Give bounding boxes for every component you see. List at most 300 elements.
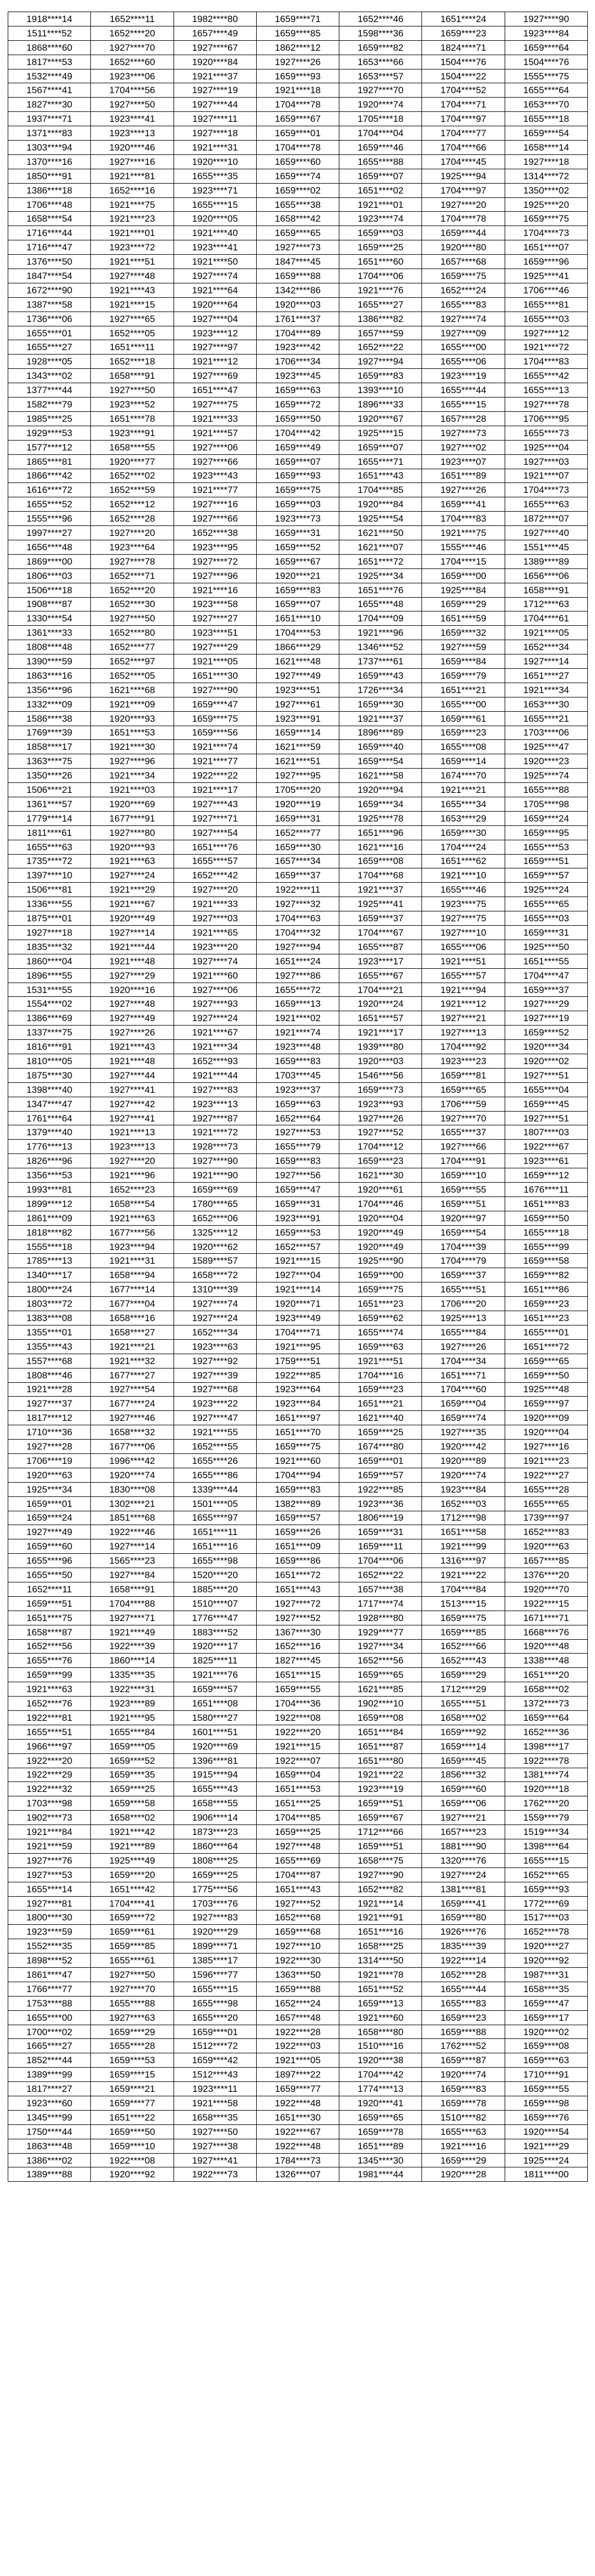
table-cell: 1658****75 (339, 1853, 422, 1867)
table-row (8, 568, 588, 583)
table-cell: 1659****08 (339, 854, 422, 868)
table-cell: 1927****54 (174, 825, 256, 840)
table-cell: 1918****14 (8, 12, 91, 26)
table-cell: 1737****61 (339, 654, 422, 669)
table-cell: 1704****36 (256, 1697, 339, 1711)
table-row (8, 2139, 588, 2153)
table-cell: 1658****87 (8, 1625, 91, 1639)
table-row (8, 1825, 588, 1839)
table-cell: 1925****84 (422, 583, 505, 597)
table-cell: 1927****53 (8, 1867, 91, 1882)
table-cell: 1506****18 (8, 583, 91, 597)
table-cell: 1920****71 (256, 1297, 339, 1311)
table-cell: 1356****96 (8, 683, 91, 697)
table-cell: 1586****38 (8, 711, 91, 726)
table-row (8, 1482, 588, 1496)
table-cell: 1921****05 (174, 654, 256, 669)
table-cell: 1921****28 (8, 1382, 91, 1397)
table-cell: 1655****73 (505, 426, 587, 440)
table-cell: 1920****49 (339, 1225, 422, 1239)
table-cell: 1659****31 (505, 926, 587, 940)
table-cell: 1927****26 (422, 483, 505, 497)
table-cell: 1677****06 (91, 1440, 174, 1454)
table-cell: 1658****02 (91, 1811, 174, 1825)
table-cell: 1927****72 (174, 554, 256, 568)
table-cell: 1703****98 (8, 1796, 91, 1811)
table-cell: 1898****52 (8, 1954, 91, 1968)
table-cell: 1920****69 (91, 797, 174, 811)
table-cell: 1925****41 (505, 269, 587, 283)
table-cell: 1677****04 (91, 1297, 174, 1311)
table-cell: 1659****41 (422, 1896, 505, 1910)
table-cell: 1659****50 (256, 411, 339, 426)
table-cell: 1921****02 (256, 1011, 339, 1026)
table-cell: 1657****34 (256, 854, 339, 868)
table-cell: 1712****98 (422, 1511, 505, 1525)
table-row (8, 1625, 588, 1639)
table-cell: 1652****11 (8, 1582, 91, 1596)
table-cell: 1704****61 (505, 611, 587, 626)
table-cell: 1659****71 (256, 12, 339, 26)
table-cell: 1658****91 (91, 369, 174, 383)
table-cell: 1925****24 (505, 883, 587, 897)
table-cell: 1704****09 (339, 611, 422, 626)
table-cell: 1655****03 (505, 911, 587, 926)
table-cell: 1923****72 (91, 240, 174, 255)
table-cell: 1668****76 (505, 1625, 587, 1639)
table-cell: 1927****38 (174, 2139, 256, 2153)
table-row (8, 1011, 588, 1026)
table-cell: 1921****12 (174, 355, 256, 369)
table-cell: 1920****38 (339, 2053, 422, 2068)
table-cell: 1659****57 (505, 868, 587, 883)
table-cell: 1659****53 (91, 2053, 174, 2068)
table-cell: 1923****64 (256, 1382, 339, 1397)
table-cell: 1363****75 (8, 754, 91, 769)
table-cell: 1621****58 (339, 769, 422, 783)
table-cell: 1906****14 (174, 1811, 256, 1825)
table-cell: 1659****68 (256, 1925, 339, 1939)
table-cell: 1655****15 (505, 1853, 587, 1867)
table-cell: 1659****55 (422, 1183, 505, 1197)
table-cell: 1659****35 (91, 1768, 174, 1782)
table-cell: 1659****23 (339, 1382, 422, 1397)
table-cell: 1921****33 (174, 411, 256, 426)
table-row (8, 1811, 588, 1825)
table-cell: 1927****74 (174, 1297, 256, 1311)
table-cell: 1659****93 (256, 469, 339, 483)
table-cell: 1655****65 (505, 897, 587, 911)
table-cell: 1659****04 (422, 1397, 505, 1411)
table-cell: 1552****35 (8, 1939, 91, 1954)
table-cell: 1920****93 (91, 711, 174, 726)
table-cell: 1659****44 (422, 226, 505, 240)
table-cell: 1925****94 (422, 169, 505, 183)
table-cell: 1920****94 (339, 783, 422, 797)
table-cell: 1899****71 (174, 1939, 256, 1954)
table-cell: 1921****10 (422, 868, 505, 883)
table-cell: 1659****11 (339, 1539, 422, 1554)
table-cell: 1371****83 (8, 126, 91, 141)
table-row (8, 197, 588, 212)
table-row (8, 1882, 588, 1896)
table-cell: 1923****84 (422, 1482, 505, 1496)
table-cell: 1921****60 (256, 1453, 339, 1468)
table-cell: 1927****28 (8, 1440, 91, 1454)
table-cell: 1704****78 (256, 98, 339, 112)
table-cell: 1659****25 (174, 1867, 256, 1882)
table-cell: 1658****27 (91, 1325, 174, 1339)
table-cell: 1817****53 (8, 55, 91, 69)
table-cell: 1659****57 (256, 1511, 339, 1525)
table-cell: 1927****53 (256, 1125, 339, 1140)
table-cell: 1657****38 (339, 1582, 422, 1596)
table-cell: 1655****26 (174, 1453, 256, 1468)
table-cell: 1996****42 (91, 1453, 174, 1468)
table-cell: 1923****64 (91, 540, 174, 554)
table-cell: 1810****05 (8, 1054, 91, 1069)
table-cell: 1651****24 (256, 954, 339, 968)
table-cell: 1651****97 (256, 1411, 339, 1425)
table-row (8, 1354, 588, 1368)
table-cell: 1753****88 (8, 1996, 91, 2010)
table-cell: 1921****17 (174, 783, 256, 797)
table-cell: 1927****13 (422, 1026, 505, 1040)
table-cell: 1704****46 (339, 1196, 422, 1211)
table-cell: 1377****44 (8, 383, 91, 398)
table-cell: 1659****75 (174, 711, 256, 726)
table-row (8, 983, 588, 997)
table-cell: 1655****72 (256, 983, 339, 997)
table-cell: 1920****42 (422, 1440, 505, 1454)
table-row (8, 183, 588, 197)
table-cell: 1397****10 (8, 868, 91, 883)
table-cell: 1652****83 (505, 1525, 587, 1539)
table-cell: 1655****44 (422, 1982, 505, 1996)
table-cell: 1927****61 (256, 697, 339, 711)
table-cell: 1922****08 (256, 1710, 339, 1725)
table-cell: 1927****24 (91, 868, 174, 883)
table-cell: 1761****37 (256, 312, 339, 326)
table-row (8, 297, 588, 312)
table-cell: 1655****34 (422, 797, 505, 811)
table-cell: 1659****08 (339, 1710, 422, 1725)
table-cell: 1925****47 (505, 740, 587, 754)
table-cell: 1652****23 (91, 1183, 174, 1197)
table-cell: 1655****15 (174, 1982, 256, 1996)
table-cell: 1922****78 (505, 1753, 587, 1768)
table-row (8, 440, 588, 454)
table-cell: 1921****67 (174, 1026, 256, 1040)
table-cell: 1659****64 (505, 40, 587, 55)
table-cell: 1651****89 (422, 469, 505, 483)
table-cell: 1927****26 (91, 1026, 174, 1040)
table-cell: 1927****73 (422, 426, 505, 440)
table-cell: 1659****61 (91, 1925, 174, 1939)
table-cell: 1677****56 (91, 1225, 174, 1239)
table-cell: 1925****90 (339, 1254, 422, 1268)
table-cell: 1651****22 (91, 2110, 174, 2124)
table-cell: 1927****83 (174, 1082, 256, 1097)
table-cell: 1653****70 (505, 98, 587, 112)
table-cell: 1659****07 (339, 440, 422, 454)
table-cell: 1652****36 (505, 1725, 587, 1739)
table-cell: 1659****75 (422, 269, 505, 283)
table-cell: 1920****49 (91, 911, 174, 926)
table-cell: 1921****17 (339, 1026, 422, 1040)
table-row (8, 1853, 588, 1867)
table-row (8, 355, 588, 369)
table-cell: 1651****11 (174, 1525, 256, 1539)
table-cell: 1651****83 (505, 1196, 587, 1211)
table-cell: 1659****65 (256, 226, 339, 240)
table-cell: 1652****28 (422, 1968, 505, 1982)
table-cell: 1921****29 (91, 883, 174, 897)
table-cell: 1704****66 (422, 141, 505, 155)
table-cell: 1659****92 (422, 1725, 505, 1739)
table-row (8, 1054, 588, 1069)
table-cell: 1370****16 (8, 154, 91, 169)
table-cell: 1651****27 (505, 668, 587, 683)
table-row (8, 940, 588, 954)
table-row (8, 1339, 588, 1354)
table-cell: 1621****50 (339, 526, 422, 540)
table-cell: 1704****89 (256, 326, 339, 340)
table-cell: 1347****47 (8, 1097, 91, 1111)
table-cell: 1920****84 (174, 55, 256, 69)
table-cell: 1659****98 (505, 2096, 587, 2111)
table-cell: 1780****65 (174, 1196, 256, 1211)
table-cell: 1651****72 (339, 554, 422, 568)
table-cell: 1851****68 (91, 1511, 174, 1525)
table-cell: 1651****72 (256, 1568, 339, 1582)
table-cell: 1651****25 (256, 1796, 339, 1811)
table-cell: 1621****30 (339, 1168, 422, 1183)
table-cell: 1921****07 (505, 469, 587, 483)
table-cell: 1659****83 (339, 369, 422, 383)
table-cell: 1596****77 (174, 1968, 256, 1982)
table-cell: 1927****75 (422, 911, 505, 926)
table-cell: 1920****63 (505, 1539, 587, 1554)
table-cell: 1355****01 (8, 1325, 91, 1339)
table-cell: 1704****47 (505, 968, 587, 983)
table-cell: 1921****43 (91, 283, 174, 297)
table-cell: 1704****94 (256, 1468, 339, 1482)
table-cell: 1922****32 (8, 1782, 91, 1796)
table-cell: 1659****21 (91, 2082, 174, 2096)
table-cell: 1658****02 (422, 1710, 505, 1725)
table-row (8, 1097, 588, 1111)
table-cell: 1659****57 (174, 1682, 256, 1697)
table-cell: 1920****02 (505, 1054, 587, 1069)
table-cell: 1927****41 (91, 1082, 174, 1097)
table-cell: 1704****85 (256, 1811, 339, 1825)
table-cell: 1927****20 (174, 883, 256, 897)
table-cell: 1706****48 (8, 197, 91, 212)
table-cell: 1704****45 (422, 154, 505, 169)
table-cell: 1621****16 (339, 840, 422, 854)
table-cell: 1655****83 (422, 297, 505, 312)
table-cell: 1927****43 (174, 797, 256, 811)
table-cell: 1659****79 (422, 668, 505, 683)
table-cell: 1659****96 (505, 255, 587, 269)
table-cell: 1302****21 (91, 1496, 174, 1511)
table-cell: 1652****11 (91, 12, 174, 26)
table-cell: 1651****24 (422, 12, 505, 26)
table-cell: 1659****29 (422, 597, 505, 611)
table-row (8, 1768, 588, 1782)
table-cell: 1655****15 (422, 398, 505, 412)
table-cell: 1920****04 (339, 1211, 422, 1225)
table-cell: 1927****75 (174, 398, 256, 412)
table-cell: 1982****80 (174, 12, 256, 26)
table-row (8, 540, 588, 554)
table-cell: 1671****71 (505, 1611, 587, 1625)
table-cell: 1651****43 (339, 469, 422, 483)
table-row (8, 726, 588, 740)
table-cell: 1657****49 (174, 26, 256, 40)
table-cell: 1659****08 (505, 2039, 587, 2053)
table-cell: 1659****76 (505, 2110, 587, 2124)
table-cell: 1372****73 (505, 1697, 587, 1711)
table-cell: 1659****75 (422, 1611, 505, 1625)
table-row (8, 1239, 588, 1254)
table-cell: 1826****96 (8, 1154, 91, 1168)
table-cell: 1921****60 (174, 968, 256, 983)
table-cell: 1656****48 (8, 540, 91, 554)
table-cell: 1920****92 (505, 1954, 587, 1968)
table-cell: 1923****12 (174, 326, 256, 340)
table-row (8, 1982, 588, 1996)
table-cell: 1922****15 (505, 1596, 587, 1611)
table-row (8, 711, 588, 726)
table-cell: 1589****57 (174, 1254, 256, 1268)
table-cell: 1655****96 (8, 1554, 91, 1568)
table-cell: 1920****61 (339, 1183, 422, 1197)
table-cell: 1896****55 (8, 968, 91, 983)
table-cell: 1920****80 (422, 240, 505, 255)
table-row (8, 1753, 588, 1768)
table-row (8, 697, 588, 711)
table-cell: 1398****40 (8, 1082, 91, 1097)
table-cell: 1652****56 (339, 1654, 422, 1668)
table-cell: 1920****34 (505, 1040, 587, 1054)
table-cell: 1651****16 (339, 1925, 422, 1939)
table-row (8, 212, 588, 226)
table-cell: 1339****44 (174, 1482, 256, 1496)
table-cell: 1345****30 (339, 2153, 422, 2167)
table-cell: 1651****07 (505, 240, 587, 255)
table-cell: 1806****19 (339, 1511, 422, 1525)
table-cell: 1868****60 (8, 40, 91, 55)
table-cell: 1921****89 (91, 1839, 174, 1854)
table-cell: 1658****54 (8, 212, 91, 226)
table-cell: 1704****79 (422, 1254, 505, 1268)
table-cell: 1981****44 (339, 2167, 422, 2182)
table-row (8, 1183, 588, 1197)
table-cell: 1659****95 (505, 825, 587, 840)
table-row (8, 1068, 588, 1082)
table-cell: 1504****76 (422, 55, 505, 69)
table-cell: 1658****80 (339, 2025, 422, 2039)
table-cell: 1651****11 (91, 340, 174, 355)
table-cell: 1885****20 (174, 1582, 256, 1596)
table-cell: 1659****55 (256, 1682, 339, 1697)
table-cell: 1651****15 (256, 1668, 339, 1682)
table-cell: 1806****03 (8, 568, 91, 583)
table-cell: 1651****47 (174, 383, 256, 398)
table-cell: 1923****37 (256, 1082, 339, 1097)
table-cell: 1927****95 (256, 769, 339, 783)
table-cell: 1920****92 (91, 2167, 174, 2182)
table-cell: 1651****78 (91, 411, 174, 426)
table-cell: 1659****55 (505, 2082, 587, 2096)
table-cell: 1923****60 (8, 2096, 91, 2111)
table-cell: 1659****97 (505, 1397, 587, 1411)
table-cell: 1927****90 (505, 12, 587, 26)
table-cell: 1921****50 (174, 255, 256, 269)
table-cell: 1398****17 (505, 1739, 587, 1753)
table-cell: 1927****26 (256, 55, 339, 69)
table-cell: 1676****11 (505, 1183, 587, 1197)
table-cell: 1769****39 (8, 726, 91, 740)
table-cell: 1921****95 (91, 1710, 174, 1725)
table-row (8, 326, 588, 340)
table-row (8, 583, 588, 597)
table-cell: 1655****00 (422, 697, 505, 711)
table-row (8, 1040, 588, 1054)
table-cell: 1658****25 (339, 1939, 422, 1954)
table-cell: 1923****94 (91, 1239, 174, 1254)
table-cell: 1652****22 (339, 340, 422, 355)
table-cell: 1921****14 (339, 1896, 422, 1910)
table-cell: 1652****20 (91, 26, 174, 40)
table-cell: 1817****12 (8, 1411, 91, 1425)
table-cell: 1921****72 (505, 340, 587, 355)
table-cell: 1921****32 (91, 1354, 174, 1368)
table-cell: 1651****75 (8, 1611, 91, 1625)
table-cell: 1923****89 (91, 1697, 174, 1711)
table-cell: 1922****08 (91, 2153, 174, 2167)
table-cell: 1710****91 (505, 2068, 587, 2082)
table-cell: 1651****76 (339, 583, 422, 597)
table-cell: 1775****56 (174, 1882, 256, 1896)
table-cell: 1921****74 (174, 740, 256, 754)
table-cell: 1659****74 (422, 1411, 505, 1425)
table-cell: 1704****87 (256, 1867, 339, 1882)
table-row (8, 112, 588, 126)
table-cell: 1659****88 (256, 1982, 339, 1996)
table-row (8, 640, 588, 654)
table-cell: 1651****30 (174, 668, 256, 683)
table-cell: 1863****48 (8, 2139, 91, 2153)
table-cell: 1659****47 (256, 1183, 339, 1197)
table-cell: 1659****13 (339, 1996, 422, 2010)
table-cell: 1554****02 (8, 997, 91, 1011)
table-cell: 1927****20 (91, 1154, 174, 1168)
table-row (8, 226, 588, 240)
table-cell: 1921****74 (256, 1026, 339, 1040)
table-cell: 1710****36 (8, 1425, 91, 1440)
table-row (8, 1140, 588, 1154)
table-cell: 1921****33 (174, 897, 256, 911)
table-cell: 1651****57 (339, 1011, 422, 1026)
table-cell: 1927****50 (91, 611, 174, 626)
table-cell: 1922****73 (174, 2167, 256, 2182)
table-cell: 1927****41 (91, 1111, 174, 1125)
table-cell: 1927****94 (339, 355, 422, 369)
table-cell: 1651****52 (339, 1982, 422, 1996)
